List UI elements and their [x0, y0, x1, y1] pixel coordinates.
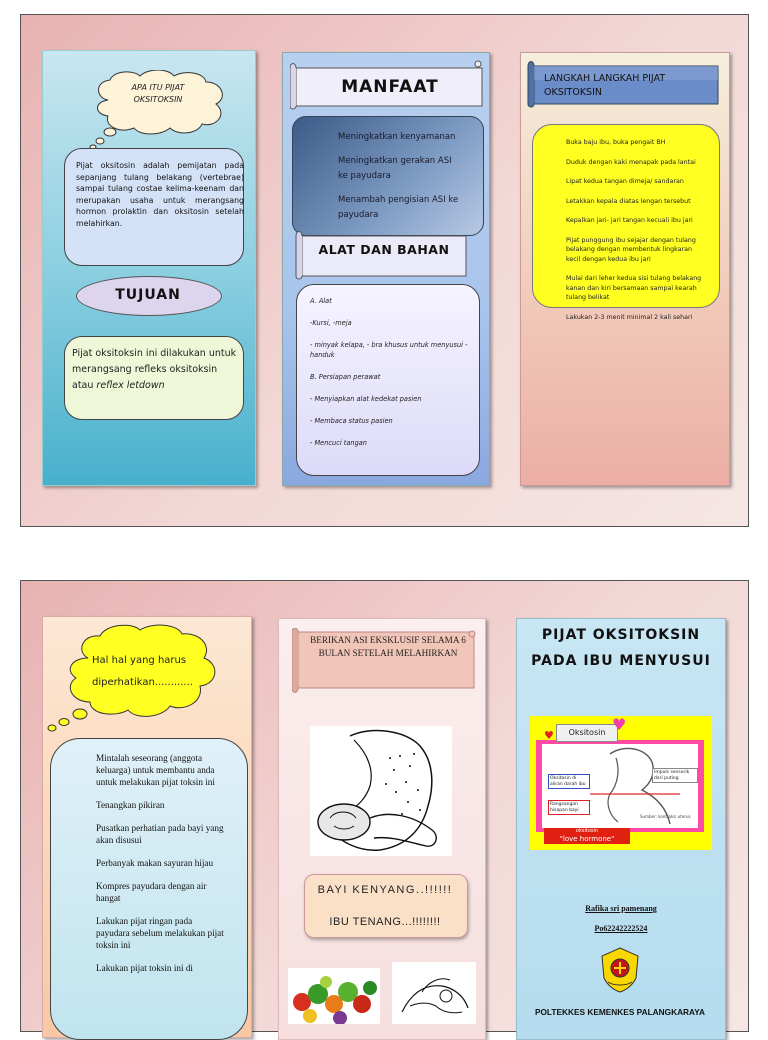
- diagram-banner-2: "love hormone": [559, 835, 615, 843]
- poltekkes-logo: [598, 946, 642, 994]
- diagram-box-2: Rangsangan hisapan bayi: [548, 800, 590, 815]
- vegetables-photo: [288, 968, 380, 1024]
- hal-list: [96, 752, 228, 1024]
- alat-line: B. Persiapan perawat: [310, 373, 381, 381]
- hal-item: Lakukan pijat toksin ini di: [96, 963, 193, 973]
- tujuan-text-italic: reflex letdown: [96, 380, 165, 391]
- hal-item: Perbanyak makan sayuran hijau: [96, 858, 214, 868]
- calm-line-2: IBU TENANG...!!!!!!!!: [329, 916, 441, 928]
- hal-item: Mintalah seseorang (anggota keluarga) untuk membantu anda untuk melakukan pijat toksin ini: [96, 753, 215, 787]
- tujuan-text: [72, 346, 240, 394]
- step-item: Kepalkan jari- jari tangan kecuali ibu jari: [566, 217, 693, 224]
- alat-line: -Kursi, -meja: [310, 319, 352, 327]
- tujuan-text-plain: Pijat oksitoksin ini dilakukan untuk merangsang refleks oksitoksin atau: [72, 348, 237, 391]
- breastfeeding-illustration: [310, 726, 452, 856]
- alat-line: A. Alat: [310, 297, 332, 305]
- heart-icon: ♥: [612, 715, 627, 734]
- step-item: Lipat kedua tangan dimeja/ sandaran: [566, 178, 684, 185]
- manfaat-item: Meningkatkan kenyamanan: [338, 132, 456, 142]
- sketch-illustration: [392, 962, 476, 1024]
- hal-item: Tenangkan pikiran: [96, 800, 165, 810]
- diagram-box-1: Oksitosin di aliran darah ibu: [548, 774, 590, 789]
- cover-title: PIJAT OKSITOKSIN PADA IBU MENYUSUI: [531, 627, 711, 669]
- langkah-title: LANGKAH LANGKAH PIJAT OKSITOKSIN: [544, 73, 666, 98]
- alat-line: - Menyiapkan alat kedekat pasien: [310, 395, 422, 403]
- step-item: Buka baju ibu, buka pengait BH: [566, 139, 666, 146]
- hal-item: Lakukan pijat ringan pada payudara sebelum melakukan pijat toksin ini: [96, 916, 224, 950]
- definition-text: Pijat oksitosin adalah pemijatan pada sepanjang tulang belakang (vertebrae) sampai tulang costae kelima-keenam dan merupakan usaha untuk merangsang hormon prolaktin dan oksitosin setelah melahirkan.: [76, 161, 244, 228]
- diagram-tag: Oksitosin: [556, 724, 618, 742]
- alat-line: - Membaca status pasien: [310, 417, 393, 425]
- step-item: Letakkan kepala diatas lengan tersebut: [566, 197, 691, 205]
- step-item: Duduk dengan kaki menapak pada lantai: [566, 158, 696, 166]
- cloud-text: Hal hal yang harus diperhatikan............: [92, 655, 193, 688]
- hal-item: Pusatkan perhatian pada bayi yang akan disusui: [96, 823, 224, 845]
- alat-line: - Mencuci tangan: [310, 439, 367, 447]
- author-name: Rafika sri pamenang: [585, 904, 657, 913]
- manfaat-title: MANFAAT: [341, 77, 439, 97]
- hal-item: Kompres payudara dengan air hangat: [96, 881, 207, 903]
- manfaat-item: Meningkatkan gerakan ASI ke payudara: [338, 156, 452, 181]
- step-item: Lakukan 2-3 menit minimal 2 kali sehari: [566, 313, 693, 321]
- institution-name: POLTEKKES KEMENKES PALANGKARAYA: [534, 1007, 706, 1017]
- tujuan-label: TUJUAN: [115, 287, 181, 303]
- step-item: Mulai dari leher kedua sisi tulang belakang kanan dan kiri bersamaan sampai kearah tulang belikat: [566, 275, 702, 301]
- steps-list: [566, 138, 706, 332]
- author-id: Po62242222524: [594, 924, 648, 933]
- manfaat-item: Menambah pengisian ASI ke payudara: [338, 195, 459, 220]
- cloud-title: APA ITU PIJAT OKSITOKSIN: [131, 83, 185, 104]
- alat-list: [310, 296, 470, 460]
- diagram-impuls: Impuls sensorik dari puting: [652, 768, 698, 783]
- diagram-banner-1: oksitosin: [575, 828, 599, 834]
- heart-icon: ♥: [544, 729, 554, 742]
- manfaat-list: [338, 130, 462, 232]
- diagram-caption: Sumber: kontraksi uterus: [640, 814, 691, 819]
- calm-line-1: BAYI KENYANG..!!!!!!: [317, 884, 453, 896]
- asi-scroll-text: BERIKAN ASI EKSKLUSIF SELAMA 6 BULAN SETELAH MELAHIRKAN: [310, 635, 466, 658]
- step-item: Pijat punggung ibu sejajar dengan tulang belakang dengan membentuk lingkaran kecil dengan kedua ibu jari: [566, 236, 696, 263]
- alat-line: - minyak kelapa, - bra khusus untuk menyusui -handuk: [310, 341, 468, 359]
- alat-title: ALAT DAN BAHAN: [318, 242, 450, 257]
